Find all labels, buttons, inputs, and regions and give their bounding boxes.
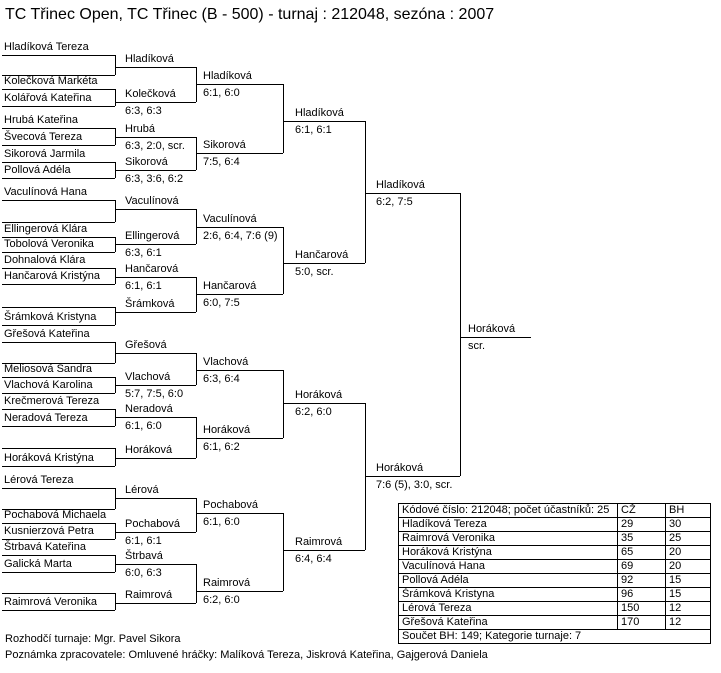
bracket-winner-name: Raimrová <box>125 589 173 601</box>
bracket-winner-name: Vaculínová <box>125 195 179 207</box>
bracket-match-score: 6:3, 2:0, scr. <box>125 140 185 152</box>
bracket-connector-quarterfinals-1 <box>365 121 366 263</box>
bracket-player-name: Dohnalová Klára <box>4 254 86 266</box>
bracket-connector-round-2-7 <box>196 498 197 532</box>
bracket-match-score: 7:5, 6:4 <box>203 156 240 168</box>
bracket-line-round-1-players-27 <box>2 523 115 524</box>
bracket-player-name: Štrbavá Kateřina <box>4 541 86 553</box>
bracket-connector-round-3-3 <box>283 370 284 438</box>
bracket-line-round-1-players-32 <box>2 610 115 611</box>
bracket-line-round-2-5 <box>115 209 196 210</box>
bracket-match-score: 6:3, 3:6, 6:2 <box>125 173 184 185</box>
bracket-winner-name: Hrubá <box>125 123 155 135</box>
bracket-line-round-1-players-13 <box>2 268 115 269</box>
bracket-winner-name: Horáková <box>295 389 343 401</box>
bracket-player-name: Ellingerová Klára <box>4 223 88 235</box>
standings-row <box>399 532 711 546</box>
bracket-winner-name: Vlachová <box>203 356 249 368</box>
bracket-match-score: 5:7, 7:5, 6:0 <box>125 388 184 400</box>
bracket-player-name: Kolečková Markéta <box>4 75 98 87</box>
bracket-match-score: 6:3, 6:3 <box>125 105 162 117</box>
bracket-match-score: 6:1, 6:0 <box>125 420 162 432</box>
bracket-winner-name: Ellingerová <box>125 230 180 242</box>
bracket-line-round-1-players-17 <box>2 342 115 343</box>
bracket-player-name: Pochabová Michaela <box>4 509 107 521</box>
bracket-line-round-2-2 <box>115 102 196 103</box>
standings-bh-value: 15 <box>666 588 711 602</box>
processor-note: Poznámka zpracovatele: Omluvené hráčky: Malíková Tereza, Jiskrová Kateřina, Gajgerová Daniela <box>5 649 488 661</box>
bracket-player-name: Vlachová Karolina <box>4 379 93 391</box>
bracket-line-round-1-players-20 <box>2 393 115 394</box>
bracket-player-name: Sikorová Jarmila <box>4 148 86 160</box>
bracket-player-name: Horáková Kristýna <box>4 452 94 464</box>
bracket-connector-round-1-players-7 <box>115 268 116 284</box>
bracket-line-round-2-15 <box>115 564 196 565</box>
bracket-player-name: Gřešová Kateřina <box>4 328 90 340</box>
bracket-winner-name: Sikorová <box>203 139 246 151</box>
bracket-player-name: Švecová Tereza <box>4 131 83 143</box>
standings-row <box>399 574 711 588</box>
bracket-match-score: scr. <box>468 340 486 352</box>
bracket-match-score: 6:3, 6:1 <box>125 247 162 259</box>
bracket-line-round-1-players-15 <box>2 307 115 308</box>
bracket-connector-round-1-players-8 <box>115 307 116 325</box>
bracket-line-round-3-3 <box>196 227 283 228</box>
bracket-line-round-3-2 <box>196 153 283 154</box>
bracket-connector-semifinals-1 <box>460 193 461 476</box>
standings-cz-value: 65 <box>618 546 666 560</box>
standings-row <box>399 518 711 532</box>
bracket-player-name: Kusnierzová Petra <box>4 525 94 537</box>
bracket-player-name: Meliosová Sandra <box>4 363 93 375</box>
standings-cz-value: 69 <box>618 560 666 574</box>
bracket-line-round-2-8 <box>115 312 196 313</box>
bracket-line-round-3-5 <box>196 370 283 371</box>
standings-header-info: Kódové číslo: 212048; počet účastníků: 25 <box>399 504 618 518</box>
bracket-winner-name: Gřešová <box>125 339 167 351</box>
bracket-connector-round-1-players-1 <box>115 55 116 75</box>
bracket-line-round-1-players-23 <box>2 448 115 449</box>
bracket-winner-name: Hančarová <box>203 280 257 292</box>
bracket-line-round-3-6 <box>196 438 283 439</box>
bracket-player-name: Galická Marta <box>4 558 72 570</box>
bracket-line-round-1-players-19 <box>2 377 115 378</box>
bracket-connector-round-3-1 <box>283 84 284 153</box>
bracket-line-round-2-7 <box>115 277 196 278</box>
bracket-line-quarterfinals-1 <box>283 121 365 122</box>
bracket-connector-round-2-5 <box>196 353 197 385</box>
bracket-winner-name: Raimrová <box>203 577 251 589</box>
bracket-player-name: Tobolová Veronika <box>4 238 94 250</box>
standings-footer: Součet BH: 149; Kategorie turnaje: 7 <box>399 630 711 644</box>
standings-bh-value: 12 <box>666 602 711 616</box>
standings-bh-value: 20 <box>666 546 711 560</box>
bracket-winner-name: Vlachová <box>125 371 171 383</box>
standings-header-cz: CŽ <box>618 504 666 518</box>
bracket-winner-name: Horáková <box>125 444 173 456</box>
bracket-player-name: Raimrová Veronika <box>4 596 97 608</box>
bracket-line-round-3-1 <box>196 84 283 85</box>
bracket-player-name: Neradová Tereza <box>4 412 88 424</box>
bracket-line-round-1-players-4 <box>2 106 115 107</box>
bracket-line-round-2-1 <box>115 67 196 68</box>
bracket-winner-name: Neradová <box>125 403 173 415</box>
bracket-winner-name: Sikorová <box>125 156 168 168</box>
bracket-line-round-3-8 <box>196 591 283 592</box>
bracket-line-round-2-13 <box>115 498 196 499</box>
standings-row <box>399 588 711 602</box>
bracket-line-round-1-players-28 <box>2 539 115 540</box>
standings-bh-value: 15 <box>666 574 711 588</box>
bracket-match-score: 7:6 (5), 3:0, scr. <box>376 479 453 491</box>
bracket-player-name: Hančarová Kristýna <box>4 270 100 282</box>
bracket-line-round-3-7 <box>196 513 283 514</box>
bracket-line-quarterfinals-2 <box>283 263 365 264</box>
bracket-line-round-1-players-3 <box>2 89 115 90</box>
bracket-player-name: Lérová Tereza <box>4 474 74 486</box>
bracket-line-winner-1 <box>460 337 531 338</box>
bracket-winner-name: Hančarová <box>125 263 179 275</box>
standings-header-bh: BH <box>666 504 711 518</box>
bracket-connector-round-2-8 <box>196 564 197 603</box>
bracket-line-round-1-players-16 <box>2 325 115 326</box>
bracket-line-round-1-players-7 <box>2 162 115 163</box>
bracket-line-quarterfinals-3 <box>283 403 365 404</box>
standings-table <box>398 503 711 644</box>
bracket-line-round-1-players-14 <box>2 284 115 285</box>
bracket-line-quarterfinals-4 <box>283 550 365 551</box>
bracket-line-round-3-4 <box>196 294 283 295</box>
bracket-line-round-1-players-30 <box>2 572 115 573</box>
bracket-line-round-1-players-6 <box>2 145 115 146</box>
bracket-player-name: Vaculínová Hana <box>4 186 87 198</box>
bracket-line-round-1-players-5 <box>2 128 115 129</box>
bracket-line-round-1-players-8 <box>2 178 115 179</box>
bracket-line-round-1-players-9 <box>2 200 115 201</box>
bracket-match-score: 6:0, 7:5 <box>203 297 240 309</box>
standings-bh-value: 20 <box>666 560 711 574</box>
bracket-player-name: Pollová Adéla <box>4 164 71 176</box>
bracket-connector-round-1-players-16 <box>115 593 116 610</box>
bracket-match-score: 6:2, 7:5 <box>376 196 413 208</box>
bracket-connector-round-3-4 <box>283 513 284 591</box>
bracket-connector-round-1-players-14 <box>115 523 116 539</box>
bracket-line-round-1-players-31 <box>2 593 115 594</box>
bracket-match-score: 6:1, 6:1 <box>125 280 162 292</box>
bracket-match-score: 6:1, 6:0 <box>203 516 240 528</box>
bracket-line-round-2-11 <box>115 417 196 418</box>
bracket-winner-name: Raimrová <box>295 536 343 548</box>
standings-row <box>399 546 711 560</box>
bracket-winner-name: Pochabová <box>125 518 181 530</box>
bracket-match-score: 6:0, 6:3 <box>125 567 162 579</box>
bracket-connector-round-1-players-12 <box>115 448 116 466</box>
bracket-match-score: 6:1, 6:0 <box>203 87 240 99</box>
standings-footer-row <box>399 630 711 644</box>
bracket-winner-name: Šrámková <box>125 298 175 310</box>
bracket-match-score: 6:2, 6:0 <box>203 594 240 606</box>
standings-cz-value: 170 <box>618 616 666 630</box>
bracket-line-round-1-players-21 <box>2 409 115 410</box>
bracket-connector-round-1-players-2 <box>115 89 116 106</box>
bracket-winner-name: Vaculínová <box>203 213 257 225</box>
standings-row <box>399 602 711 616</box>
bracket-line-round-2-16 <box>115 603 196 604</box>
bracket-line-round-1-players-22 <box>2 426 115 427</box>
bracket-line-round-2-10 <box>115 385 196 386</box>
bracket-match-score: 2:6, 6:4, 7:6 (9) <box>203 230 278 242</box>
bracket-winner-name: Štrbavá <box>125 550 163 562</box>
bracket-match-score: 6:1, 6:2 <box>203 441 240 453</box>
bracket-line-semifinals-1 <box>365 193 460 194</box>
standings-player-name: Gřešová Kateřina <box>399 616 618 630</box>
bracket-line-round-2-12 <box>115 458 196 459</box>
bracket-winner-name: Horáková <box>376 462 424 474</box>
standings-player-name: Horáková Kristýna <box>399 546 618 560</box>
referee-note: Rozhodčí turnaje: Mgr. Pavel Sikora <box>5 633 181 645</box>
standings-cz-value: 29 <box>618 518 666 532</box>
bracket-player-name: Hrubá Kateřina <box>4 114 78 126</box>
standings-row <box>399 560 711 574</box>
page-title: TC Třinec Open, TC Třinec (B - 500) - turnaj : 212048, sezóna : 2007 <box>5 6 495 23</box>
standings-player-name: Hladíková Tereza <box>399 518 618 532</box>
bracket-player-name: Krečmerová Tereza <box>4 395 100 407</box>
bracket-line-round-1-players-1 <box>2 55 115 56</box>
bracket-line-round-1-players-25 <box>2 488 115 489</box>
bracket-winner-name: Hladíková <box>125 53 174 65</box>
bracket-winner-name: Horáková <box>468 323 516 335</box>
standings-cz-value: 150 <box>618 602 666 616</box>
bracket-match-score: 6:2, 6:0 <box>295 406 332 418</box>
bracket-match-score: 6:1, 6:1 <box>125 535 162 547</box>
bracket-winner-name: Hančarová <box>295 249 349 261</box>
bracket-line-round-1-players-12 <box>2 252 115 253</box>
bracket-winner-name: Lérová <box>125 484 159 496</box>
bracket-winner-name: Pochabová <box>203 499 259 511</box>
bracket-match-score: 5:0, scr. <box>295 266 334 278</box>
bracket-line-round-2-3 <box>115 137 196 138</box>
bracket-match-score: 6:1, 6:1 <box>295 124 332 136</box>
bracket-winner-name: Horáková <box>203 424 251 436</box>
bracket-line-round-2-9 <box>115 353 196 354</box>
standings-bh-value: 25 <box>666 532 711 546</box>
bracket-player-name: Hladíková Tereza <box>4 41 89 53</box>
standings-player-name: Lérová Tereza <box>399 602 618 616</box>
standings-bh-value: 12 <box>666 616 711 630</box>
bracket-match-score: 6:4, 6:4 <box>295 553 332 565</box>
bracket-connector-round-3-2 <box>283 227 284 294</box>
standings-header-row <box>399 504 711 518</box>
bracket-winner-name: Hladíková <box>203 70 252 82</box>
standings-cz-value: 96 <box>618 588 666 602</box>
bracket-line-round-1-players-24 <box>2 466 115 467</box>
standings-cz-value: 92 <box>618 574 666 588</box>
bracket-connector-round-1-players-5 <box>115 200 116 222</box>
bracket-line-round-1-players-29 <box>2 555 115 556</box>
bracket-winner-name: Kolečková <box>125 88 176 100</box>
bracket-line-round-2-14 <box>115 532 196 533</box>
bracket-winner-name: Hladíková <box>376 179 425 191</box>
standings-player-name: Raimrová Veronika <box>399 532 618 546</box>
bracket-line-round-2-4 <box>115 170 196 171</box>
standings-player-name: Pollová Adéla <box>399 574 618 588</box>
bracket-winner-name: Hladíková <box>295 107 344 119</box>
standings-player-name: Šrámková Kristyna <box>399 588 618 602</box>
bracket-player-name: Kolářová Kateřina <box>4 92 92 104</box>
standings-row <box>399 616 711 630</box>
bracket-player-name: Šrámková Kristyna <box>4 311 97 323</box>
bracket-match-score: 6:3, 6:4 <box>203 373 240 385</box>
standings-bh-value: 30 <box>666 518 711 532</box>
bracket-line-round-2-6 <box>115 244 196 245</box>
bracket-line-semifinals-2 <box>365 476 460 477</box>
standings-cz-value: 35 <box>618 532 666 546</box>
standings-player-name: Vaculínová Hana <box>399 560 618 574</box>
